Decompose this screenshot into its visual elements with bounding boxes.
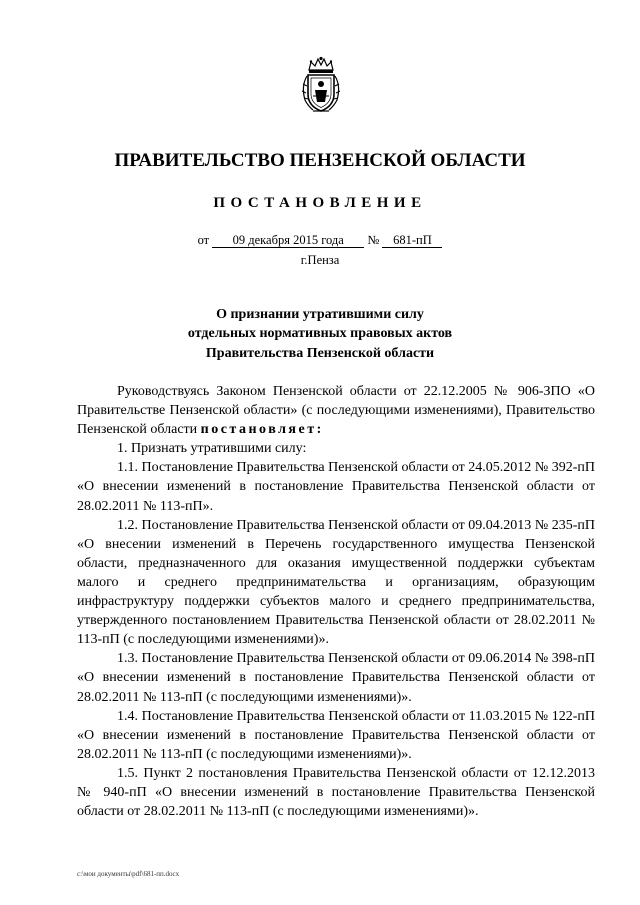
city: г.Пенза [300,253,340,267]
date-number-line [0,232,640,248]
clause-1-5: 1.5. Пункт 2 постановления Правительства Пензенской области от 12.12.2013 № 940-пП «О внесении изменений в постановление Правительства Пензенской области от 28.02.2011 № 113-пП (с последующими изменениями)». [77,765,595,820]
pensa-coat-of-arms-icon [299,56,343,114]
heading-line: отдельных нормативных правовых актов [187,326,453,342]
clause-1-1: 1.1. Постановление Правительства Пензенской области от 24.05.2012 № 392-пП «О внесении изменений в постановление Правительства Пензенской области от 28.02.2011 № 113-пП». [77,460,595,514]
resolves-verb: постановляет: [200,422,324,438]
clause-1-2: 1.2. Постановление Правительства Пензенской области от 09.04.2013 № 235-пП «О внесении изменений в Перечень государственного имущества Пензенской области, предназначенного для оказания имущественной поддержки субъектам малого и среднего предпринимательства и организациям, образующим инфраструктуру поддержки субъектов малого и среднего предпринимательства, утвержденного постановлением Правительства Пензенской области от 28.02.2011 № 113-пП (с последующими изменениями)». [77,517,595,648]
document-type: ПОСТАНОВЛЕНИЕ [213,195,427,211]
file-path-footer: c:\мои документы\pdf\681-пп.docx [77,870,180,878]
document-body [77,382,595,821]
number-prefix: № [367,233,380,247]
clause-1: 1. Признать утратившими силу: [117,441,307,457]
government-title: ПРАВИТЕЛЬСТВО ПЕНЗЕНСКОЙ ОБЛАСТИ [114,150,526,171]
clause-1-3: 1.3. Постановление Правительства Пензенской области от 09.06.2014 № 398-пП «О внесении изменений в постановление Правительства Пензенской области от 28.02.2011 № 113-пП (с последующими изменениями)». [77,651,595,705]
clause-1-4: 1.4. Постановление Правительства Пензенской области от 11.03.2015 № 122-пП «О внесении изменений в постановление Правительства Пензенской области от 28.02.2011 № 113-пП (с последующими изменениями)». [77,708,595,762]
document-number: 681-пП [382,233,442,248]
preamble-text: Руководствуясь Законом Пензенской области от 22.12.2005 № 906-ЗПО «О Правительстве Пензенской области» (с последующими изменениями), Правительство Пензенской области [77,384,595,438]
heading-line: Правительства Пензенской области [205,345,435,361]
document-date: 09 декабря 2015 года [212,233,364,248]
heading-line: О признании утратившими силу [216,307,424,322]
document-heading [0,305,640,363]
preamble-paragraph [77,382,595,439]
date-prefix: от [197,233,210,247]
